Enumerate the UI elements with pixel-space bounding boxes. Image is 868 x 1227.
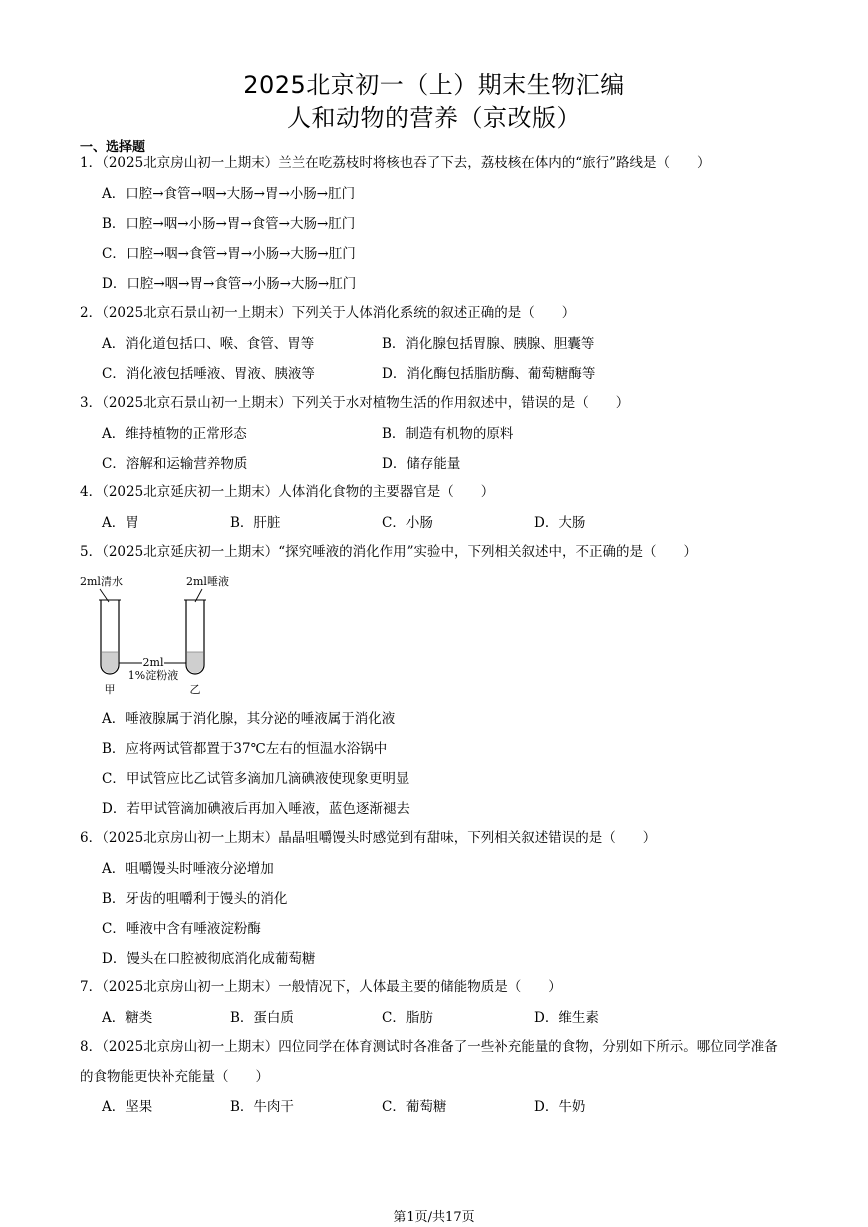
question-8-stem: 8．（2025北京房山初一上期末）四位同学在体育测试时各准备了一些补充能量的食物，分别如下所示。哪位同学准备的食物能更快补充能量（ ） bbox=[80, 1039, 778, 1085]
question-3-stem: 3．（2025北京石景山初一上期末）下列关于水对植物生活的作用叙述中，错误的是（ ） bbox=[80, 395, 630, 411]
question-1-option-c: C．口腔→咽→食管→胃→小肠→大肠→肛门 bbox=[102, 246, 356, 262]
question-2-option-d: D．消化酶包括脂肪酶、葡萄糖酶等 bbox=[382, 366, 596, 382]
question-3-option-c: C．溶解和运输营养物质 bbox=[102, 456, 248, 472]
question-2-option-a: A．消化道包括口、喉、食管、胃等 bbox=[102, 336, 315, 352]
question-4-option-c: C．小肠 bbox=[382, 515, 433, 531]
document-subtitle: 人和动物的营养（京改版） bbox=[287, 104, 581, 132]
question-8-option-a: A．坚果 bbox=[102, 1099, 153, 1115]
question-2-option-b: B．消化腺包括胃腺、胰腺、胆囊等 bbox=[382, 336, 595, 352]
document-title: 2025北京初一（上）期末生物汇编 bbox=[243, 71, 625, 99]
label-starch: 1%淀粉液 bbox=[127, 669, 179, 682]
page-number: 第1页/共17页 bbox=[393, 1210, 475, 1225]
question-7-option-a: A．糖类 bbox=[102, 1010, 153, 1026]
label-tube-b: 乙 bbox=[189, 683, 201, 696]
test-tube-figure bbox=[78, 572, 248, 698]
label-tube-a: 甲 bbox=[104, 683, 116, 696]
question-5-option-a: A．唾液腺属于消化腺，其分泌的唾液属于消化液 bbox=[102, 711, 396, 727]
question-4-option-a: A．胃 bbox=[102, 515, 139, 531]
question-2-option-c: C．消化液包括唾液、胃液、胰液等 bbox=[102, 366, 315, 382]
question-3-option-a: A．维持植物的正常形态 bbox=[102, 426, 247, 442]
question-3-option-b: B．制造有机物的原料 bbox=[382, 426, 514, 442]
label-water: 2ml清水 bbox=[80, 575, 123, 588]
question-6-stem: 6．（2025北京房山初一上期末）晶晶咀嚼馒头时感觉到有甜味，下列相关叙述错误的是（ ） bbox=[80, 830, 657, 846]
section-heading: 一、选择题 bbox=[80, 140, 146, 155]
question-5-stem: 5．（2025北京延庆初一上期末）“探究唾液的消化作用”实验中，下列相关叙述中，不正确的是（ ） bbox=[80, 544, 697, 560]
question-4-option-b: B．肝脏 bbox=[230, 515, 281, 531]
question-7-option-b: B．蛋白质 bbox=[230, 1010, 294, 1026]
label-starch-amount: 2ml bbox=[142, 656, 164, 669]
question-5-option-c: C．甲试管应比乙试管多滴加几滴碘液使现象更明显 bbox=[102, 771, 410, 787]
question-5-option-b: B．应将两试管都置于37℃左右的恒温水浴锅中 bbox=[102, 741, 388, 757]
question-8-option-b: B．牛肉干 bbox=[230, 1099, 294, 1115]
question-8-option-c: C．葡萄糖 bbox=[382, 1099, 447, 1115]
question-6-option-d: D．馒头在口腔被彻底消化成葡萄糖 bbox=[102, 951, 316, 967]
question-4-option-d: D．大肠 bbox=[534, 515, 586, 531]
question-1-stem: 1．（2025北京房山初一上期末）兰兰在吃荔枝时将核也吞了下去，荔枝核在体内的“旅行”路线是（ ） bbox=[80, 155, 711, 171]
question-7-option-c: C．脂肪 bbox=[382, 1010, 433, 1026]
question-5-option-d: D．若甲试管滴加碘液后再加入唾液，蓝色逐渐褪去 bbox=[102, 801, 410, 817]
label-saliva: 2ml唾液 bbox=[186, 575, 229, 588]
question-7-option-d: D．维生素 bbox=[534, 1010, 599, 1026]
question-6-option-a: A．咀嚼馒头时唾液分泌增加 bbox=[102, 861, 274, 877]
question-2-stem: 2．（2025北京石景山初一上期末）下列关于人体消化系统的叙述正确的是（ ） bbox=[80, 305, 576, 321]
question-7-stem: 7．（2025北京房山初一上期末）一般情况下，人体最主要的储能物质是（ ） bbox=[80, 979, 562, 995]
question-6-option-b: B．牙齿的咀嚼利于馒头的消化 bbox=[102, 891, 288, 907]
question-8-option-d: D．牛奶 bbox=[534, 1099, 586, 1115]
question-4-stem: 4．（2025北京延庆初一上期末）人体消化食物的主要器官是（ ） bbox=[80, 484, 495, 500]
question-3-option-d: D．储存能量 bbox=[382, 456, 461, 472]
question-6-option-c: C．唾液中含有唾液淀粉酶 bbox=[102, 921, 261, 937]
question-1-option-a: A．口腔→食管→咽→大肠→胃→小肠→肛门 bbox=[102, 186, 356, 202]
question-1-option-d: D．口腔→咽→胃→食管→小肠→大肠→肛门 bbox=[102, 276, 357, 292]
question-1-option-b: B．口腔→咽→小肠→胃→食管→大肠→肛门 bbox=[102, 216, 356, 232]
